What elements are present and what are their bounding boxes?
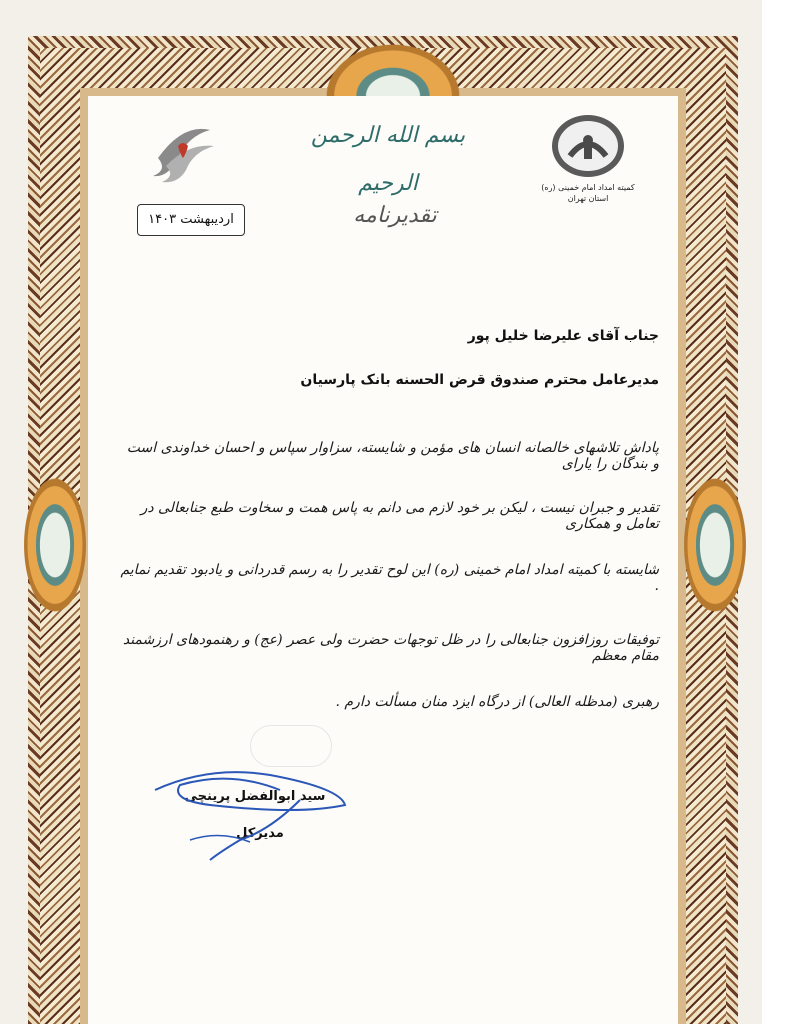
scan-margin — [762, 0, 791, 1024]
signer-title: مدیرکل — [236, 826, 284, 841]
signer-name: سید ابوالفضل پرینچی — [184, 789, 326, 804]
iran-emblem-icon — [148, 118, 218, 188]
org-name-line1: کمیته امداد امام خمینی (ره) — [541, 183, 635, 192]
body-line-5: رهبری (مدظله العالی) از درگاه ایزد منان مسألت دارم . — [335, 694, 659, 710]
right-ornament-medallion — [680, 470, 750, 620]
relief-committee-logo — [548, 112, 628, 180]
body-line-2: تقدیر و جبران نیست ، لیکن بر خود لازم می دانم به پاس همت و سخاوت طبع جنابعالی در تعامل و همکاری — [140, 500, 659, 532]
body-line-3: شایسته با کمیته امداد امام خمینی (ره) این لوح تقدیر را به رسم قدردانی و یادبود تقدیم نمایم . — [120, 562, 659, 594]
top-ornament-medallion — [318, 38, 468, 96]
body-line-4: توفیقات روزافزون جنابعالی را در ظل توجهات حضرت ولی عصر (عج) و رهنمودهای ارزشمند مقام معظم — [122, 632, 659, 664]
left-ornament-medallion — [20, 470, 90, 620]
handwritten-signature — [150, 760, 370, 870]
org-name-line2: استان تهران — [567, 194, 609, 203]
organization-name — [530, 182, 646, 204]
certificate-title: تقدیرنامه — [353, 203, 437, 228]
basmala-calligraphy: بسم الله الرحمن الرحیم — [310, 123, 466, 196]
date-box: اردیبهشت ۱۴۰۳ — [137, 204, 245, 236]
recipient-name: جناب آقای علیرضا خلیل پور — [467, 328, 659, 344]
body-line-1: پاداش تلاشهای خالصانه انسان های مؤمن و شایسته، سزاوار سپاس و احسان خداوندی است و بندگان را یارای — [126, 440, 659, 472]
recipient-position: مدیرعامل محترم صندوق قرض الحسنه بانک پارسیان — [300, 372, 659, 388]
